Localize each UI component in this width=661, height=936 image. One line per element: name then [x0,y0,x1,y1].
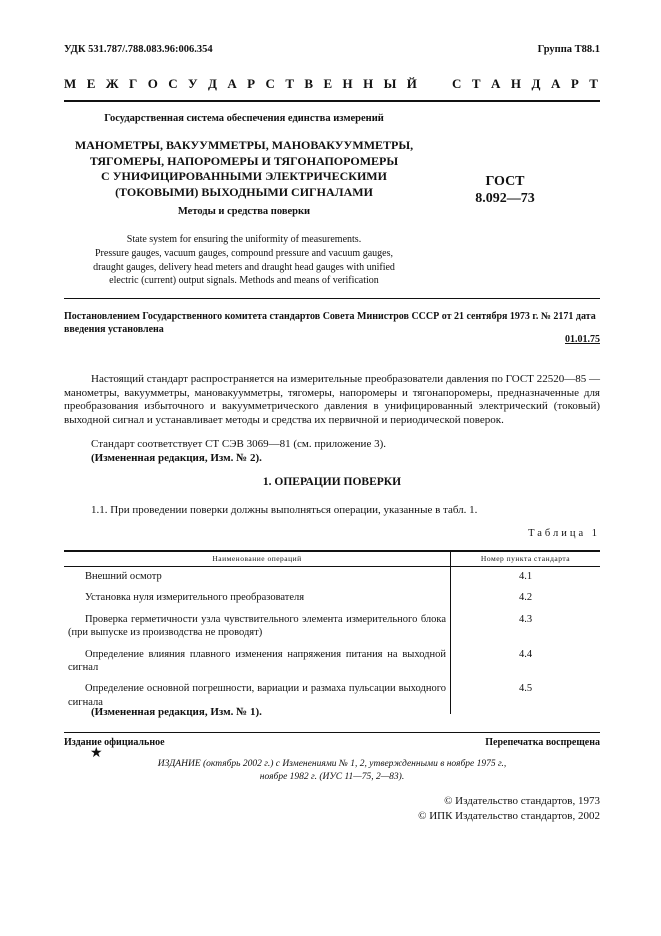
operation-name: Установка нуля измерительного преобразователя [85,592,305,604]
operation-name: Определение влияния плавного изменения напряжения питания на выходной сигнал [68,648,446,674]
methods-subtitle: Методы и средства поверки [177,206,311,217]
document-title [64,138,424,200]
group-code: Группа Т88.1 [537,44,600,55]
title-line: С УНИФИЦИРОВАННЫМИ ЭЛЕКТРИЧЕСКИМИ [101,169,387,183]
clause-1-1: 1.1. При проведении поверки должны выполняться операции, указанные в табл. 1. [91,504,478,516]
clause-number: 4.2 [518,592,533,604]
section-title: 1. ОПЕРАЦИИ ПОВЕРКИ [262,476,402,488]
reprint-prohibited: Перепечатка воспрещена [485,737,600,748]
title-line: ТЯГОМЕРЫ, НАПОРОМЕРЫ И ТЯГОНАПОРОМЕРЫ [89,153,399,168]
english-line: electric (current) output signals. Methods and means of verification [109,275,379,287]
heading-word-interstate: М Е Ж Г О С У Д А Р С Т В Е Н Н Ы Й [64,76,417,91]
english-line: Pressure gauges, vacuum gauges, compound pressure and vacuum gauges, [95,247,393,259]
table-header-operations: Наименование операций [64,551,451,567]
title-line: МАНОМЕТРЫ, ВАКУУММЕТРЫ, МАНОВАКУУММЕТРЫ, [74,138,414,152]
operations-table [64,551,600,714]
edition-note [64,758,600,784]
clause-number: 4.5 [518,683,533,695]
english-line: draught gauges, delivery head meters and draught head gauges with unified [93,261,395,273]
decree-text: Постановлением Государственного комитета стандартов Совета Министров СССР от 21 сентября 1973 г. № 2171 дата введения установлена [64,311,596,335]
amendment-note-1: (Измененная редакция, Изм. № 1). [91,706,262,718]
title-line: (ТОКОВЫМИ) ВЫХОДНЫМИ СИГНАЛАМИ [115,184,373,199]
table-row [64,567,600,589]
operation-name: Внешний осмотр [85,571,162,582]
copyright-1973: © Издательство стандартов, 1973 [444,795,600,807]
table-row [64,588,600,609]
gost-designation [440,173,570,207]
edition-line: ноябре 1982 г. (ИУС 11—75, 2—83). [259,772,405,782]
table-header-clause-number: Номер пункта стандарта [451,551,601,567]
system-title: Государственная система обеспечения единства измерений [104,113,384,124]
star-icon: ★ [90,746,103,761]
clause-number: 4.1 [518,571,533,582]
udk-code: УДК 531.787/.788.083.96:006.354 [64,44,213,55]
english-title [64,233,424,288]
compliance-paragraph: Стандарт соответствует СТ СЭВ 3069—81 (см. приложение 3). [91,438,386,450]
official-edition: Издание официальное [64,737,165,748]
interstate-standard-heading [64,76,598,92]
effective-date: 01.01.75 [565,334,600,345]
clause-number: 4.3 [518,613,533,625]
gost-number: 8.092—73 [475,191,535,206]
copyright-2002: © ИПК Издательство стандартов, 2002 [418,810,600,822]
operation-name: Проверка герметичности узла чувствительного элемента измерительного блока (при выпуске из производства не проводят) [68,613,446,639]
clause-number: 4.4 [518,648,533,660]
intro-paragraph: Настоящий стандарт распространяется на измерительные преобразователи давления по ГОСТ 22520—85 — манометры, вакуумметры, мановакуумметры, тягомеры, напоромеры и тягонапоромеры, предназначенные для преобразования избыточного и вакуумметрического давления в унифицированный электрический (токовый) выходной сигнал и устанавливает методы и средства их первичной и периодической поверок. [64,373,600,426]
footer-rule [64,732,600,733]
gost-label: ГОСТ [485,174,525,189]
middle-rule [64,298,600,299]
top-rule [64,100,600,102]
edition-line: ИЗДАНИЕ (октябрь 2002 г.) с Изменениями № 1, 2, утвержденными в ноябре 1975 г., [157,759,507,769]
operation-name: Определение основной погрешности, вариации и размаха пульсации выходного сигнала [68,683,446,708]
english-line: State system for ensuring the uniformity of measurements. [126,234,362,245]
table-label: Таблица 1 [528,528,600,539]
table-row [64,610,600,645]
table-row [64,645,600,680]
amendment-note-2: (Измененная редакция, Изм. № 2). [91,452,262,464]
heading-word-standard: С Т А Н Д А Р Т [452,76,598,91]
